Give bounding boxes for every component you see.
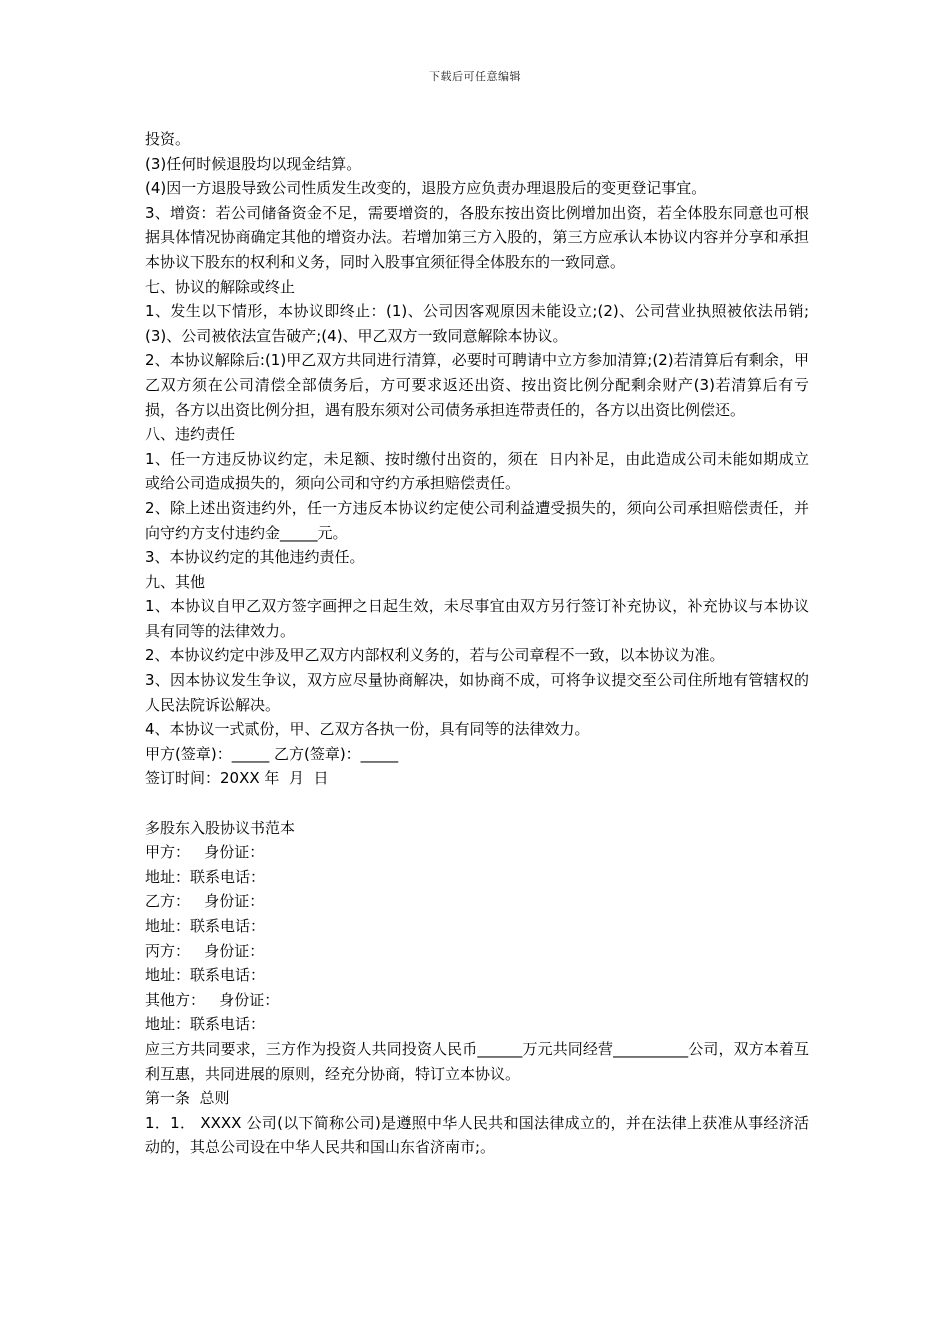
paragraph: 1．1． XXXX 公司(以下简称公司)是遵照中华人民共和国法律成立的，并在法律上获准从事经济活动的，其总公司设在中华人民共和国山东省济南市;。: [145, 1113, 809, 1157]
paragraph: 1、本协议自甲乙双方签字画押之日起生效，未尽事宜由双方另行签订补充协议，补充协议与本协议具有同等的法律效力。: [145, 597, 809, 640]
signing-date: 签订时间：20XX 年 月 日: [145, 769, 329, 788]
party-field: 地址：联系电话：: [145, 867, 266, 886]
paragraph: 投资。: [145, 130, 191, 148]
party-field: 甲方： 身份证：: [145, 843, 265, 862]
section-heading: 八、违约责任: [145, 425, 236, 444]
party-field: 乙方： 身份证：: [145, 892, 265, 911]
blank-line: [145, 791, 809, 816]
party-field: 丙方： 身份证：: [145, 941, 265, 960]
section-heading: 七、协议的解除或终止: [145, 277, 296, 296]
paragraph: 应三方共同要求，三方作为投资人共同投资人民币______万元共同经营__________公司，双方本着互利互惠，共同进展的原则，经充分协商，特订立本协议。: [145, 1039, 809, 1083]
paragraph: 1、任一方违反协议约定，未足额、按时缴付出资的，须在 日内补足，由此造成公司未能如期成立或给公司造成损失的，须向公司和守约方承担赔偿责任。: [145, 449, 809, 493]
paragraph: (4)因一方退股导致公司性质发生改变的，退股方应负责办理退股后的变更登记事宜。: [145, 179, 707, 198]
party-field: 其他方： 身份证：: [145, 990, 280, 1009]
paragraph: 3、因本协议发生争议，双方应尽量协商解决，如协商不成，可将争议提交至公司住所地有管辖权的人民法院诉讼解决。: [145, 671, 809, 714]
paragraph: 4、本协议一式贰份，甲、乙双方各执一份，具有同等的法律效力。: [145, 720, 590, 739]
party-field: 地址：联系电话：: [145, 917, 266, 935]
document-title: 多股东入股协议书范本: [145, 818, 296, 837]
page-header: 下载后可任意编辑: [429, 70, 521, 83]
paragraph: 2、除上述出资违约外，任一方违反本协议约定使公司利益遭受损失的，须向公司承担赔偿责任，并向守约方支付违约金_____元。: [145, 498, 809, 542]
section-heading: 第一条 总则: [145, 1089, 230, 1108]
section-heading: 九、其他: [145, 572, 206, 591]
signature-line: 甲方(签章)：_____ 乙方(签章)：_____: [145, 744, 399, 763]
paragraph: 3、本协议约定的其他违约责任。: [145, 548, 365, 567]
paragraph: (3)任何时候退股均以现金结算。: [145, 154, 362, 173]
party-field: 地址：联系电话：: [145, 1015, 266, 1034]
paragraph: 2、本协议约定中涉及甲乙双方内部权利义务的，若与公司章程不一致，以本协议为准。: [145, 646, 725, 665]
paragraph: 3、增资：若公司储备资金不足，需要增资的，各股东按出资比例增加出资，若全体股东同意也可根据具体情况协商确定其他的增资办法。若增加第三方入股的，第三方应承认本协议内容并分享和承担本协议下股东的权利和义务，同时入股事宜须征得全体股东的一致同意。: [145, 203, 809, 271]
paragraph: 1、发生以下情形，本协议即终止：(1)、公司因客观原因未能设立;(2)、公司营业执照被依法吊销;(3)、公司被依法宣告破产;(4)、甲乙双方一致同意解除本协议。: [145, 302, 809, 345]
party-field: 地址：联系电话：: [145, 966, 266, 985]
document-body: [145, 127, 809, 1160]
paragraph: 2、本协议解除后:(1)甲乙双方共同进行清算，必要时可聘请中立方参加清算;(2)若清算后有剩余，甲乙双方须在公司清偿全部债务后，方可要求返还出资、按出资比例分配剩余财产(3)若清算后有亏损，各方以出资比例分担，遇有股东须对公司债务承担连带责任的，各方以出资比例偿还。: [145, 351, 809, 419]
